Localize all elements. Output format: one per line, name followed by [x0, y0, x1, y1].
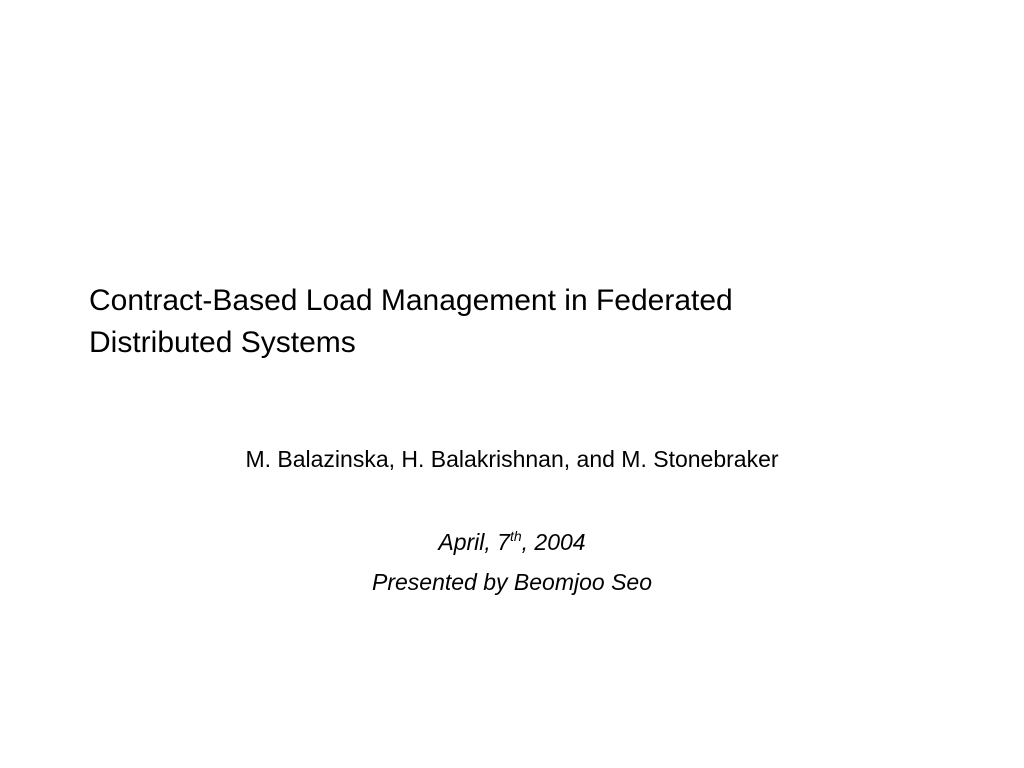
date-ordinal-suffix: th: [509, 528, 522, 544]
date-suffix: , 2004: [521, 529, 586, 555]
presentation-date: [0, 522, 1024, 562]
presenter-line: Presented by Beomjoo Seo: [371, 569, 652, 595]
slide-title-line-2: Distributed Systems: [89, 326, 356, 359]
slide-title-line-1: Contract-Based Load Management in Federated: [89, 284, 733, 317]
slide-title: [89, 280, 889, 364]
presentation-meta: [0, 522, 1024, 602]
date-prefix: April, 7: [438, 529, 510, 555]
authors-line: M. Balazinska, H. Balakrishnan, and M. Stonebraker: [245, 446, 779, 472]
